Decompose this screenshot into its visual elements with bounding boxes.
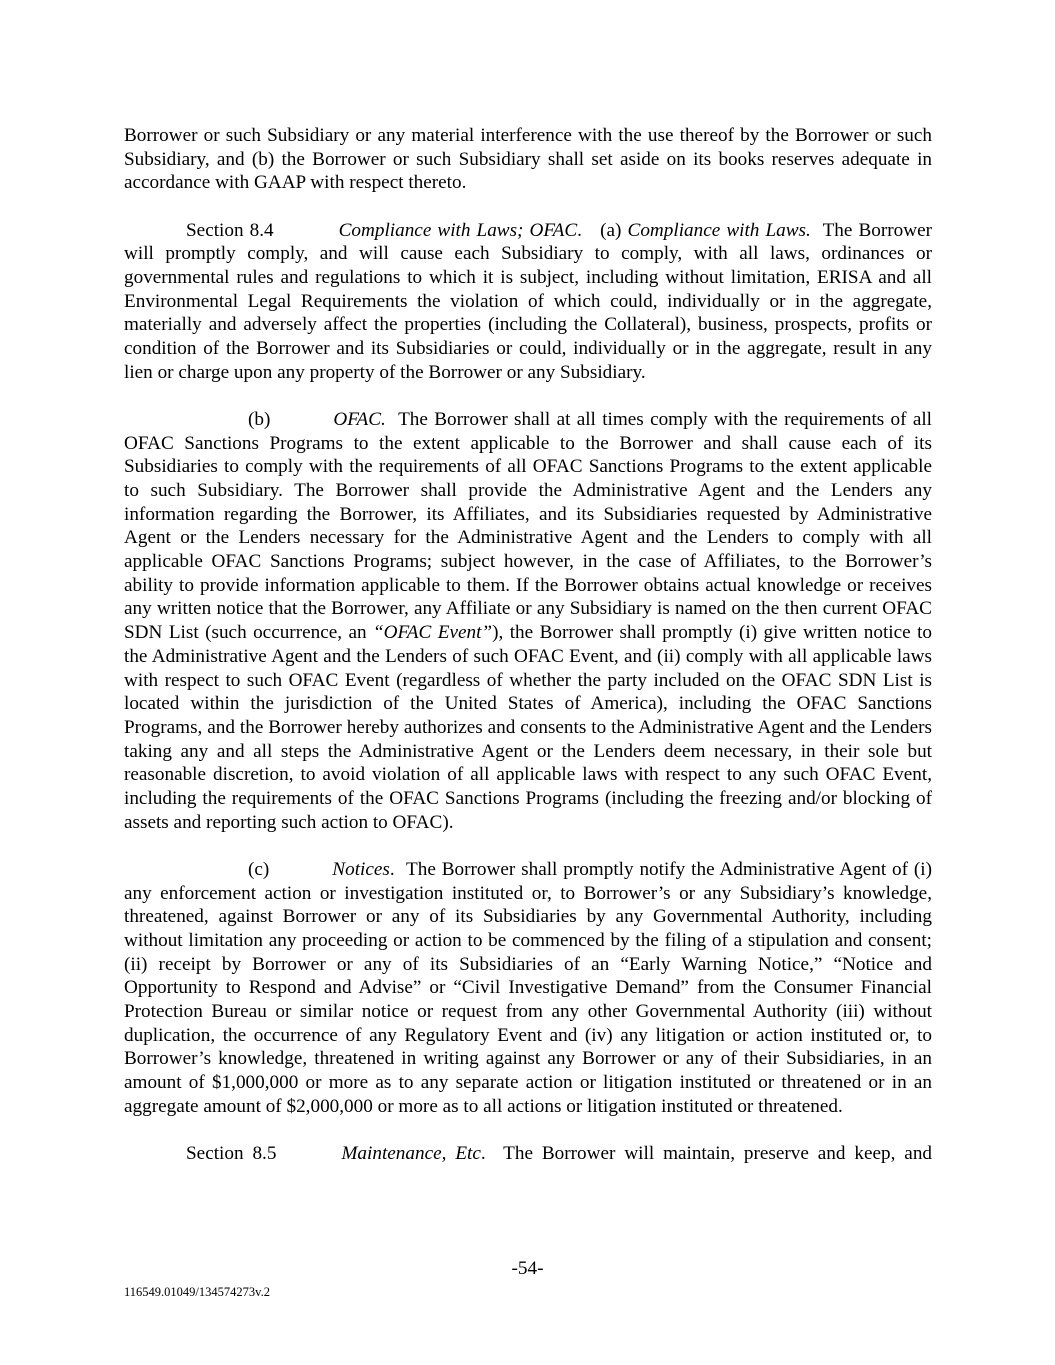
section-label: Section 8.4 (186, 219, 274, 241)
subsection-body: The Borrower shall promptly notify the Administrative Agent of (i) any enforcement action or investigation instituted or, to Borrower’s or any Subsidiary’s knowledge, threatened, against Borrower or any of its Subsidiaries by any Governmental Authority, including without limitation any proceeding or action to be commenced by the filing of a stipulation and consent; (ii) receipt by Borrower or any of its Subsidiaries of an “Early Warning Notice,” “Notice and Opportunity to Respond and Advise” or “Civil Investigative Demand” from the Consumer Financial Protection Bureau or similar notice or request from any other Governmental Authority (iii) without duplication, the occurrence of any Regulatory Event and (iv) any litigation or action instituted or, to Borrower’s knowledge, threatened in writing against any Borrower or any of their Subsidiaries, in an amount of $1,000,000 or more as to any separate action or litigation instituted or threatened or in an aggregate amount of $2,000,000 or more as to all actions or litigation instituted or threatened. (124, 858, 933, 1117)
section-body: The Borrower will maintain, preserve and keep, and (503, 1142, 933, 1164)
page-number: -54- (511, 1258, 544, 1279)
document-id: 116549.01049/134574273v.2 (124, 1285, 270, 1299)
section-8-5-paragraph: Section 8.5 Maintenance, Etc. The Borrower will maintain, preserve and keep, and (186, 1142, 933, 1164)
subsection-body: The Borrower shall at all times comply with the requirements of all OFAC Sanctions Programs to the extent applicable to the Borrower and shall cause each of its Subsidiaries to comply with the requirements of all OFAC Sanctions Programs to the extent applicable to such Subsidiary. The Borrower shall provide the Administrative Agent and the Lenders any information regarding the Borrower, its Affiliates, and its Subsidiaries requested by Administrative Agent or the Lenders necessary for the Administrative Agent and the Lenders to comply with all applicable OFAC Sanctions Programs; subject however, in the case of Affiliates, to the Borrower’s ability to provide information applicable to them. If the Borrower obtains actual knowledge or receives any written notice that the Borrower, any Affiliate or any Subsidiary is named on the then current OFAC SDN List (such occurrence, an (124, 408, 933, 644)
subsection-body-continued: ), the Borrower shall promptly (i) give written notice to the Administrative Agent and the Lenders of such OFAC Event, and (ii) comply with all applicable laws with respect to such OFAC Event (regardless of whether the party included on the OFAC SDN List is located within the jurisdiction of the United States of America), including the OFAC Sanctions Programs, and the Borrower hereby authorizes and consents to the Administrative Agent and the Lenders taking any and all steps the Administrative Agent or the Lenders deem necessary, in their sole but reasonable discretion, to avoid violation of all applicable laws with respect to any such OFAC Event, including the requirements of the OFAC Sanctions Programs (including the freezing and/or blocking of assets and reporting such action to OFAC). (124, 622, 933, 833)
subsection-marker: (c) (248, 858, 270, 880)
subsection-b-paragraph (124, 408, 932, 835)
subsection-c-paragraph: (c) Notices. The Borrower shall promptly notify the Administrative Agent of (i) any enforcement action or investigation instituted or, to Borrower’s or any Subsidiary’s knowledge, threatened, against Borrower or any of its Subsidiaries by any Governmental Authority, including without limitation any proceeding or action to be commenced by the filing of a stipulation and consent; (ii) receipt by Borrower or any of its Subsidiaries of an “Early Warning Notice,” “Notice and Opportunity to Respond and Advise” or “Civil Investigative Demand” from the Consumer Financial Protection Bureau or similar notice or request from any other Governmental Authority (iii) without duplication, the occurrence of any Regulatory Event and (iv) any litigation or action instituted or, to Borrower’s knowledge, threatened in writing against any Borrower or any of their Subsidiaries, in an amount of $1,000,000 or more as to any separate action or litigation instituted or threatened or in an aggregate amount of $2,000,000 or more as to all actions or litigation instituted or threatened. (124, 858, 933, 1117)
subsection-title: OFAC. (333, 408, 386, 430)
section-title: Compliance with Laws; OFAC (338, 219, 578, 241)
section-title: Maintenance, Etc (341, 1142, 481, 1164)
subsection-body: The Borrower will promptly comply, and will cause each Subsidiary to comply, with all laws, ordinances or governmental rules and regulations to which it is subject, including without limitation, ERISA and all Environmental Legal Requirements the violation of which could, individually or in the aggregate, materially and adversely affect the properties (including the Collateral), business, prospects, profits or condition of the Borrower and its Subsidiaries or could, individually or in the aggregate, result in any lien or charge upon any property of the Borrower or any Subsidiary. (124, 219, 933, 383)
document-body (124, 124, 932, 1166)
section-8-4-paragraph: Section 8.4 Compliance with Laws; OFAC. (a) Compliance with Laws. The Borrower will promptly comply, and will cause each Subsidiary to comply, with all laws, ordinances or governmental rules and regulations to which it is subject, including without limitation, ERISA and all Environmental Legal Requirements the violation of which could, individually or in the aggregate, materially and adversely affect the properties (including the Collateral), business, prospects, profits or condition of the Borrower and its Subsidiaries or could, individually or in the aggregate, result in any lien or charge upon any property of the Borrower or any Subsidiary. (124, 219, 933, 383)
subsection-marker: (a) (600, 219, 622, 241)
subsection-title: Compliance with Laws. (627, 219, 811, 241)
paragraph-text: Borrower or such Subsidiary or any material interference with the use thereof by the Borrower or such Subsidiary, and (b) the Borrower or such Subsidiary shall set aside on its books reserves adequate in accordance with GAAP with respect thereto. (124, 125, 932, 194)
section-label: Section 8.5 (186, 1142, 277, 1164)
defined-term: “OFAC Event” (373, 622, 493, 644)
subsection-marker: (b) (248, 408, 271, 430)
paragraph-continuation (124, 124, 932, 195)
subsection-title: Notices (332, 858, 390, 880)
